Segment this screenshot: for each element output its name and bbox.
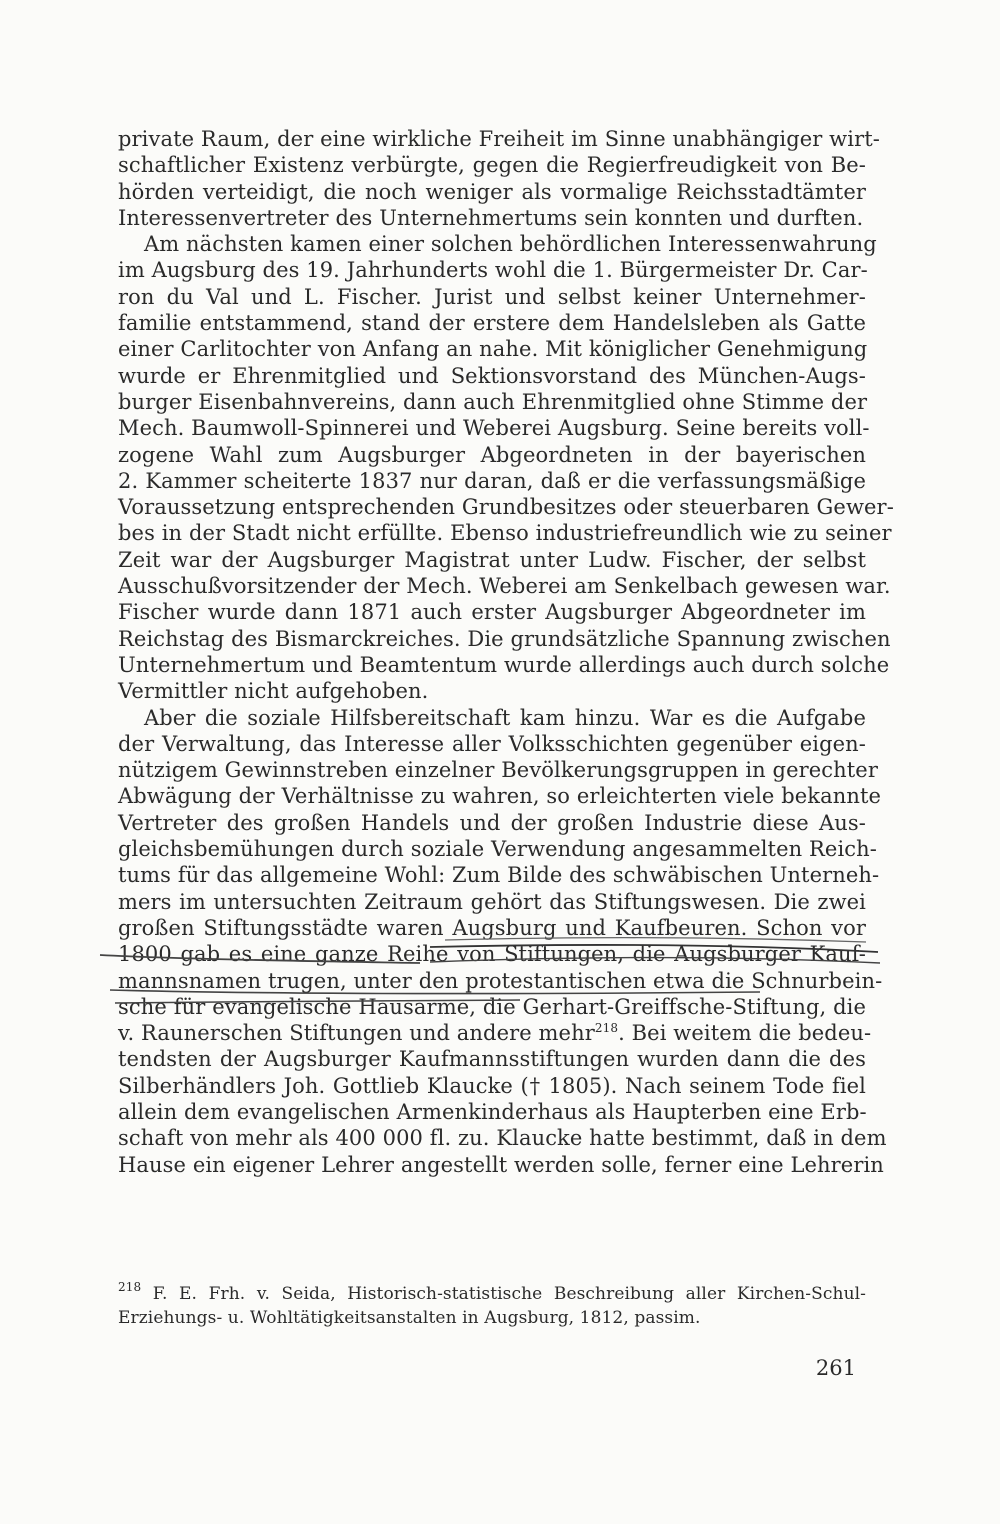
text-line: schaftlicher Existenz verbürgte, gegen die Regierfreudigkeit von Be- bbox=[118, 153, 866, 178]
text-line: bes in der Stadt nicht erfüllte. Ebenso industriefreundlich wie zu seiner bbox=[118, 521, 892, 546]
text-line: Vermittler nicht aufgehoben. bbox=[118, 679, 429, 704]
text-fragment: . Bei weitem die bedeu- bbox=[618, 1021, 872, 1046]
text-fragment: v. Raunerschen Stiftungen und andere mehr bbox=[118, 1021, 595, 1046]
text-line: Voraussetzung entsprechenden Grundbesitzes oder steuerbaren Gewer- bbox=[118, 495, 894, 520]
text-line: private Raum, der eine wirkliche Freiheit im Sinne unabhängiger wirt- bbox=[118, 127, 880, 151]
text-line: Mech. Baumwoll-Spinnerei und Weberei Augsburg. Seine bereits voll- bbox=[118, 416, 870, 441]
text-line: ron du Val und L. Fischer. Jurist und selbst keiner Unternehmer- bbox=[118, 284, 866, 309]
text-line: 2. Kammer scheiterte 1837 nur daran, daß er die verfassungsmäßige bbox=[118, 468, 866, 493]
text-line: familie entstammend, stand der erstere dem Handelsleben als Gatte bbox=[118, 311, 866, 336]
text-line: einer Carlitochter von Anfang an nahe. Mit königlicher Genehmigung bbox=[118, 337, 868, 362]
text-line: Silberhändlers Joh. Gottlieb Klaucke († 1805). Nach seinem Tode fiel bbox=[118, 1073, 866, 1098]
text-line: mers im untersuchten Zeitraum gehört das Stiftungswesen. Die zwei bbox=[118, 889, 866, 914]
main-text bbox=[118, 126, 894, 1178]
text-line: mannsnamen trugen, unter den protestantischen etwa die Schnurbein- bbox=[118, 968, 883, 993]
text-line: nützigem Gewinnstreben einzelner Bevölkerungsgruppen in gerechter bbox=[118, 758, 878, 783]
text-line: Vertreter des großen Handels und der großen Industrie diese Aus- bbox=[118, 810, 866, 835]
text-line: gleichsbemühungen durch soziale Verwendung angesammelten Reich- bbox=[118, 837, 877, 862]
text-line: zogene Wahl zum Augsburger Abgeordneten in der bayerischen bbox=[118, 442, 866, 467]
text-line: Aber die soziale Hilfsbereitschaft kam hinzu. War es die Aufgabe bbox=[144, 705, 866, 730]
text-line: Am nächsten kamen einer solchen behördlichen Interessenwahrung bbox=[144, 232, 877, 257]
footnote-number: 218 bbox=[118, 1280, 142, 1294]
text-line: burger Eisenbahnvereins, dann auch Ehrenmitglied ohne Stimme der bbox=[118, 389, 868, 414]
text-line: Hause ein eigener Lehrer angestellt werden solle, ferner eine Lehrerin bbox=[118, 1152, 884, 1177]
text-line: schaft von mehr als 400 000 fl. zu. Klaucke hatte bestimmt, daß in dem bbox=[118, 1126, 887, 1151]
text-line: im Augsburg des 19. Jahrhunderts wohl die 1. Bürgermeister Dr. Car- bbox=[118, 258, 868, 283]
text-line: der Verwaltung, das Interesse aller Volksschichten gegenüber eigen- bbox=[118, 731, 866, 756]
footnote bbox=[118, 1282, 866, 1330]
text-line: Fischer wurde dann 1871 auch erster Augsburger Abgeordneter im bbox=[118, 600, 866, 625]
text-line: großen Stiftungsstädte waren Augsburg und Kaufbeuren. Schon vor bbox=[118, 915, 866, 940]
text-line-with-footnote-ref bbox=[118, 1020, 872, 1046]
text-line: Interessenvertreter des Unternehmertums sein konnten und durften. bbox=[118, 205, 864, 230]
text-line: wurde er Ehrenmitglied und Sektionsvorstand des München-Augs- bbox=[118, 363, 866, 388]
text-line: Zeit war der Augsburger Magistrat unter Ludw. Fischer, der selbst bbox=[118, 547, 866, 572]
text-line: allein dem evangelischen Armenkinderhaus als Haupterben eine Erb- bbox=[118, 1099, 867, 1124]
text-line: Reichstag des Bismarckreiches. Die grundsätzliche Spannung zwischen bbox=[118, 626, 891, 651]
text-line: Unternehmertum und Beamtentum wurde allerdings auch durch solche bbox=[118, 652, 890, 677]
footnote-reference: 218 bbox=[594, 1021, 619, 1036]
footnote-text: F. E. Frh. v. Seida, Historisch-statistische Beschreibung aller Kirchen-Schul- bbox=[141, 1284, 866, 1304]
footnote-line: Erziehungs- u. Wohltätigkeitsanstalten in Augsburg, 1812, passim. bbox=[118, 1308, 701, 1328]
text-line: Abwägung der Verhältnisse zu wahren, so erleichterten viele bekannte bbox=[118, 784, 882, 809]
page-number: 261 bbox=[815, 1356, 856, 1380]
text-line: sche für evangelische Hausarme, die Gerhart-Greiffsche-Stiftung, die bbox=[118, 994, 866, 1019]
text-line: 1800 gab es eine ganze Reihe von Stiftungen, die Augsburger Kauf- bbox=[118, 942, 866, 967]
text-line: tums für das allgemeine Wohl: Zum Bilde des schwäbischen Unterneh- bbox=[118, 863, 880, 888]
footnote-line bbox=[118, 1282, 866, 1306]
text-line: Ausschußvorsitzender der Mech. Weberei am Senkelbach gewesen war. bbox=[118, 574, 891, 599]
text-line: hörden verteidigt, die noch weniger als vormalige Reichsstadtämter bbox=[118, 179, 866, 204]
text-line: tendsten der Augsburger Kaufmannsstiftungen wurden dann die des bbox=[118, 1047, 866, 1072]
